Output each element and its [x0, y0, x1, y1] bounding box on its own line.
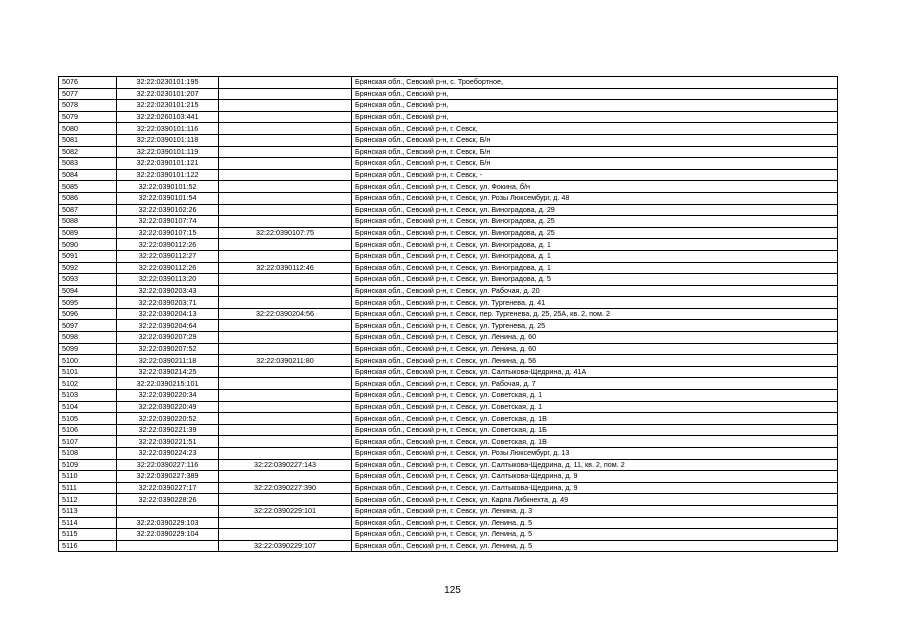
address-cell: Брянская обл., Севский р-н, г. Севск, Б/н [352, 134, 838, 146]
row-number-cell: 5105 [59, 413, 117, 425]
address-cell: Брянская обл., Севский р-н, г. Севск, Б/н [352, 158, 838, 170]
address-cell: Брянская обл., Севский р-н, г. Севск, ул. Виноградова, д. 5 [352, 274, 838, 286]
table-row [59, 413, 838, 425]
cadastral-number-cell: 32:22:0390112:27 [117, 250, 219, 262]
cadastral-number-cell: 32:22:0390227:17 [117, 482, 219, 494]
cadastral-number-cell: 32:22:0230101:215 [117, 100, 219, 112]
table-row [59, 262, 838, 274]
row-number-cell: 5082 [59, 146, 117, 158]
row-number-cell: 5097 [59, 320, 117, 332]
row-number-cell: 5079 [59, 111, 117, 123]
row-number-cell: 5109 [59, 459, 117, 471]
row-number-cell: 5102 [59, 378, 117, 390]
table-row [59, 77, 838, 89]
table-row [59, 482, 838, 494]
cadastral-number-cell: 32:22:0390229:104 [117, 529, 219, 541]
cadastral-number-cell [117, 540, 219, 552]
cadastral-number-cell: 32:22:0390204:13 [117, 308, 219, 320]
cadastral-number-cell: 32:22:0390229:103 [117, 517, 219, 529]
table-row [59, 204, 838, 216]
row-number-cell: 5115 [59, 529, 117, 541]
table-row [59, 216, 838, 228]
address-cell: Брянская обл., Севский р-н, г. Севск, ул. Розы Люксембург, д. 48 [352, 192, 838, 204]
address-cell: Брянская обл., Севский р-н, г. Севск, ул. Салтыкова-Щедрина, д. 41А [352, 366, 838, 378]
table-row [59, 169, 838, 181]
row-number-cell: 5078 [59, 100, 117, 112]
address-cell: Брянская обл., Севский р-н, г. Севск, пер. Тургенева, д. 25, 25А, кв. 2, пом. 2 [352, 308, 838, 320]
cadastral-number-cell: 32:22:0390227:116 [117, 459, 219, 471]
table-row [59, 320, 838, 332]
cadastral-number-cell: 32:22:0390101:122 [117, 169, 219, 181]
table-row [59, 100, 838, 112]
previous-cadastral-number-cell [219, 390, 352, 402]
previous-cadastral-number-cell: 32:22:0390204:56 [219, 308, 352, 320]
cadastral-number-cell: 32:22:0390203:43 [117, 285, 219, 297]
table-row [59, 88, 838, 100]
row-number-cell: 5087 [59, 204, 117, 216]
table-row [59, 134, 838, 146]
row-number-cell: 5090 [59, 239, 117, 251]
row-number-cell: 5096 [59, 308, 117, 320]
address-cell: Брянская обл., Севский р-н, г. Севск, ул. Фокина, б/н [352, 181, 838, 193]
previous-cadastral-number-cell [219, 274, 352, 286]
row-number-cell: 5099 [59, 343, 117, 355]
previous-cadastral-number-cell [219, 320, 352, 332]
row-number-cell: 5111 [59, 482, 117, 494]
table-row [59, 378, 838, 390]
previous-cadastral-number-cell [219, 297, 352, 309]
address-cell: Брянская обл., Севский р-н, г. Севск, ул. Виноградова, д. 29 [352, 204, 838, 216]
address-cell: Брянская обл., Севский р-н, г. Севск, ул. Салтыкова-Щедрина, д. 9 [352, 482, 838, 494]
previous-cadastral-number-cell [219, 494, 352, 506]
row-number-cell: 5081 [59, 134, 117, 146]
table-row [59, 517, 838, 529]
cadastral-number-cell: 32:22:0390101:119 [117, 146, 219, 158]
table-row [59, 239, 838, 251]
address-cell: Брянская обл., Севский р-н, г. Севск, Б/н [352, 146, 838, 158]
row-number-cell: 5103 [59, 390, 117, 402]
row-number-cell: 5076 [59, 77, 117, 89]
previous-cadastral-number-cell [219, 100, 352, 112]
row-number-cell: 5104 [59, 401, 117, 413]
row-number-cell: 5107 [59, 436, 117, 448]
previous-cadastral-number-cell: 32:22:0390107:75 [219, 227, 352, 239]
cadastral-number-cell: 32:22:0390101:116 [117, 123, 219, 135]
table-body [59, 77, 838, 552]
cadastral-number-cell [117, 505, 219, 517]
cadastral-number-cell: 32:22:0260103:441 [117, 111, 219, 123]
address-cell: Брянская обл., Севский р-н, г. Севск, ул. Ленина, д. 3 [352, 505, 838, 517]
cadastral-number-cell: 32:22:0390112:26 [117, 262, 219, 274]
row-number-cell: 5089 [59, 227, 117, 239]
table-row [59, 274, 838, 286]
cadastral-number-cell: 32:22:0390221:39 [117, 424, 219, 436]
cadastral-number-cell: 32:22:0390204:64 [117, 320, 219, 332]
address-cell: Брянская обл., Севский р-н, г. Севск, ул. Ленина, д. 5 [352, 540, 838, 552]
cadastral-number-cell: 32:22:0390211:18 [117, 355, 219, 367]
row-number-cell: 5080 [59, 123, 117, 135]
table-row [59, 459, 838, 471]
previous-cadastral-number-cell [219, 158, 352, 170]
page-number: 125 [444, 585, 461, 596]
cadastral-number-cell: 32:22:0390113:20 [117, 274, 219, 286]
address-cell: Брянская обл., Севский р-н, г. Севск, ул. Виноградова, д. 1 [352, 262, 838, 274]
row-number-cell: 5106 [59, 424, 117, 436]
previous-cadastral-number-cell [219, 192, 352, 204]
cadastral-number-cell: 32:22:0390101:52 [117, 181, 219, 193]
cadastral-number-cell: 32:22:0390102:26 [117, 204, 219, 216]
previous-cadastral-number-cell [219, 401, 352, 413]
address-cell: Брянская обл., Севский р-н, г. Севск, ул. Советская, д. 1Б [352, 424, 838, 436]
address-cell: Брянская обл., Севский р-н, г. Севск, ул. Рабочая, д. 20 [352, 285, 838, 297]
row-number-cell: 5088 [59, 216, 117, 228]
cadastral-number-cell: 32:22:0390101:118 [117, 134, 219, 146]
cadastral-number-cell: 32:22:0390220:49 [117, 401, 219, 413]
row-number-cell: 5094 [59, 285, 117, 297]
row-number-cell: 5077 [59, 88, 117, 100]
previous-cadastral-number-cell: 32:22:0390227:390 [219, 482, 352, 494]
table-row [59, 505, 838, 517]
table-row [59, 355, 838, 367]
address-cell: Брянская обл., Севский р-н, [352, 88, 838, 100]
previous-cadastral-number-cell: 32:22:0390211:80 [219, 355, 352, 367]
address-cell: Брянская обл., Севский р-н, г. Севск, [352, 123, 838, 135]
table-row [59, 390, 838, 402]
address-cell: Брянская обл., Севский р-н, г. Севск, ул. Розы Люксембург, д. 13 [352, 448, 838, 460]
address-cell: Брянская обл., Севский р-н, г. Севск, ул. Советская, д. 1В [352, 436, 838, 448]
cadastral-number-cell: 32:22:0390112:26 [117, 239, 219, 251]
table-row [59, 366, 838, 378]
row-number-cell: 5100 [59, 355, 117, 367]
row-number-cell: 5091 [59, 250, 117, 262]
previous-cadastral-number-cell: 32:22:0390112:46 [219, 262, 352, 274]
row-number-cell: 5083 [59, 158, 117, 170]
table-row [59, 227, 838, 239]
address-cell: Брянская обл., Севский р-н, г. Севск, ул. Тургенева, д. 25 [352, 320, 838, 332]
table-row [59, 436, 838, 448]
previous-cadastral-number-cell [219, 413, 352, 425]
previous-cadastral-number-cell: 32:22:0390227:143 [219, 459, 352, 471]
cadastral-number-cell: 32:22:0390228:26 [117, 494, 219, 506]
table-row [59, 424, 838, 436]
previous-cadastral-number-cell [219, 169, 352, 181]
property-table [58, 76, 838, 552]
address-cell: Брянская обл., Севский р-н, г. Севск, ул. Ленина, д. 56 [352, 355, 838, 367]
cadastral-number-cell: 32:22:0390220:52 [117, 413, 219, 425]
table-row [59, 297, 838, 309]
table-row [59, 529, 838, 541]
address-cell: Брянская обл., Севский р-н, г. Севск, ул. Ленина, д. 60 [352, 343, 838, 355]
row-number-cell: 5114 [59, 517, 117, 529]
address-cell: Брянская обл., Севский р-н, [352, 111, 838, 123]
table-row [59, 401, 838, 413]
cadastral-number-cell: 32:22:0390207:52 [117, 343, 219, 355]
previous-cadastral-number-cell [219, 285, 352, 297]
address-cell: Брянская обл., Севский р-н, [352, 100, 838, 112]
cadastral-number-cell: 32:22:0390221:51 [117, 436, 219, 448]
previous-cadastral-number-cell [219, 366, 352, 378]
row-number-cell: 5113 [59, 505, 117, 517]
previous-cadastral-number-cell: 32:22:0390229:107 [219, 540, 352, 552]
previous-cadastral-number-cell [219, 250, 352, 262]
address-cell: Брянская обл., Севский р-н, г. Севск, ул. Виноградова, д. 25 [352, 216, 838, 228]
previous-cadastral-number-cell [219, 134, 352, 146]
address-cell: Брянская обл., Севский р-н, г. Севск, ул. Тургенева, д. 41 [352, 297, 838, 309]
previous-cadastral-number-cell [219, 529, 352, 541]
previous-cadastral-number-cell [219, 88, 352, 100]
address-cell: Брянская обл., Севский р-н, г. Севск, ул. Салтыкова-Щедрина, д. 9 [352, 471, 838, 483]
cadastral-number-cell: 32:22:0390107:15 [117, 227, 219, 239]
address-cell: Брянская обл., Севский р-н, г. Севск, ул. Советская, д. 1 [352, 401, 838, 413]
row-number-cell: 5108 [59, 448, 117, 460]
previous-cadastral-number-cell [219, 77, 352, 89]
table-row [59, 181, 838, 193]
table-row [59, 146, 838, 158]
previous-cadastral-number-cell [219, 436, 352, 448]
table-row [59, 448, 838, 460]
address-cell: Брянская обл., Севский р-н, г. Севск, ул. Виноградова, д. 1 [352, 250, 838, 262]
previous-cadastral-number-cell [219, 378, 352, 390]
previous-cadastral-number-cell: 32:22:0390229:101 [219, 505, 352, 517]
previous-cadastral-number-cell [219, 424, 352, 436]
previous-cadastral-number-cell [219, 517, 352, 529]
address-cell: Брянская обл., Севский р-н, г. Севск, ул. Ленина, д. 60 [352, 332, 838, 344]
row-number-cell: 5095 [59, 297, 117, 309]
table-row [59, 158, 838, 170]
row-number-cell: 5110 [59, 471, 117, 483]
row-number-cell: 5084 [59, 169, 117, 181]
cadastral-number-cell: 32:22:0390207:29 [117, 332, 219, 344]
table-row [59, 332, 838, 344]
table-row [59, 494, 838, 506]
cadastral-number-cell: 32:22:0390227:389 [117, 471, 219, 483]
address-cell: Брянская обл., Севский р-н, г. Севск, ул. Рабочая, д. 7 [352, 378, 838, 390]
row-number-cell: 5093 [59, 274, 117, 286]
row-number-cell: 5098 [59, 332, 117, 344]
table-row [59, 111, 838, 123]
previous-cadastral-number-cell [219, 471, 352, 483]
cadastral-number-cell: 32:22:0390101:121 [117, 158, 219, 170]
cadastral-number-cell: 32:22:0390203:71 [117, 297, 219, 309]
previous-cadastral-number-cell [219, 216, 352, 228]
address-cell: Брянская обл., Севский р-н, с. Троебортное, [352, 77, 838, 89]
previous-cadastral-number-cell [219, 204, 352, 216]
table-row [59, 471, 838, 483]
table-row [59, 285, 838, 297]
address-cell: Брянская обл., Севский р-н, г. Севск, ул. Советская, д. 1 [352, 390, 838, 402]
cadastral-number-cell: 32:22:0390224:23 [117, 448, 219, 460]
row-number-cell: 5101 [59, 366, 117, 378]
cadastral-number-cell: 32:22:0390101:54 [117, 192, 219, 204]
previous-cadastral-number-cell [219, 181, 352, 193]
previous-cadastral-number-cell [219, 448, 352, 460]
table-row [59, 540, 838, 552]
cadastral-number-cell: 32:22:0230101:207 [117, 88, 219, 100]
previous-cadastral-number-cell [219, 239, 352, 251]
table-row [59, 192, 838, 204]
address-cell: Брянская обл., Севский р-н, г. Севск, ул. Ленина, д. 5 [352, 529, 838, 541]
previous-cadastral-number-cell [219, 123, 352, 135]
previous-cadastral-number-cell [219, 343, 352, 355]
address-cell: Брянская обл., Севский р-н, г. Севск, ул. Ленина, д. 5 [352, 517, 838, 529]
table-row [59, 250, 838, 262]
address-cell: Брянская обл., Севский р-н, г. Севск, ул. Советская, д. 1В [352, 413, 838, 425]
address-cell: Брянская обл., Севский р-н, г. Севск, ул. Салтыкова-Щедрина, д. 11, кв. 2, пом. 2 [352, 459, 838, 471]
row-number-cell: 5116 [59, 540, 117, 552]
row-number-cell: 5092 [59, 262, 117, 274]
cadastral-number-cell: 32:22:0390220:34 [117, 390, 219, 402]
cadastral-number-cell: 32:22:0390215:101 [117, 378, 219, 390]
cadastral-number-cell: 32:22:0230101:195 [117, 77, 219, 89]
row-number-cell: 5085 [59, 181, 117, 193]
cadastral-number-cell: 32:22:0390214:25 [117, 366, 219, 378]
previous-cadastral-number-cell [219, 111, 352, 123]
row-number-cell: 5112 [59, 494, 117, 506]
table-row [59, 343, 838, 355]
row-number-cell: 5086 [59, 192, 117, 204]
address-cell: Брянская обл., Севский р-н, г. Севск, - [352, 169, 838, 181]
address-cell: Брянская обл., Севский р-н, г. Севск, ул. Виноградова, д. 1 [352, 239, 838, 251]
address-cell: Брянская обл., Севский р-н, г. Севск, ул. Карла Либкнехта, д. 49 [352, 494, 838, 506]
previous-cadastral-number-cell [219, 146, 352, 158]
table-row [59, 123, 838, 135]
cadastral-number-cell: 32:22:0390107:74 [117, 216, 219, 228]
previous-cadastral-number-cell [219, 332, 352, 344]
address-cell: Брянская обл., Севский р-н, г. Севск, ул. Виноградова, д. 25 [352, 227, 838, 239]
table-row [59, 308, 838, 320]
